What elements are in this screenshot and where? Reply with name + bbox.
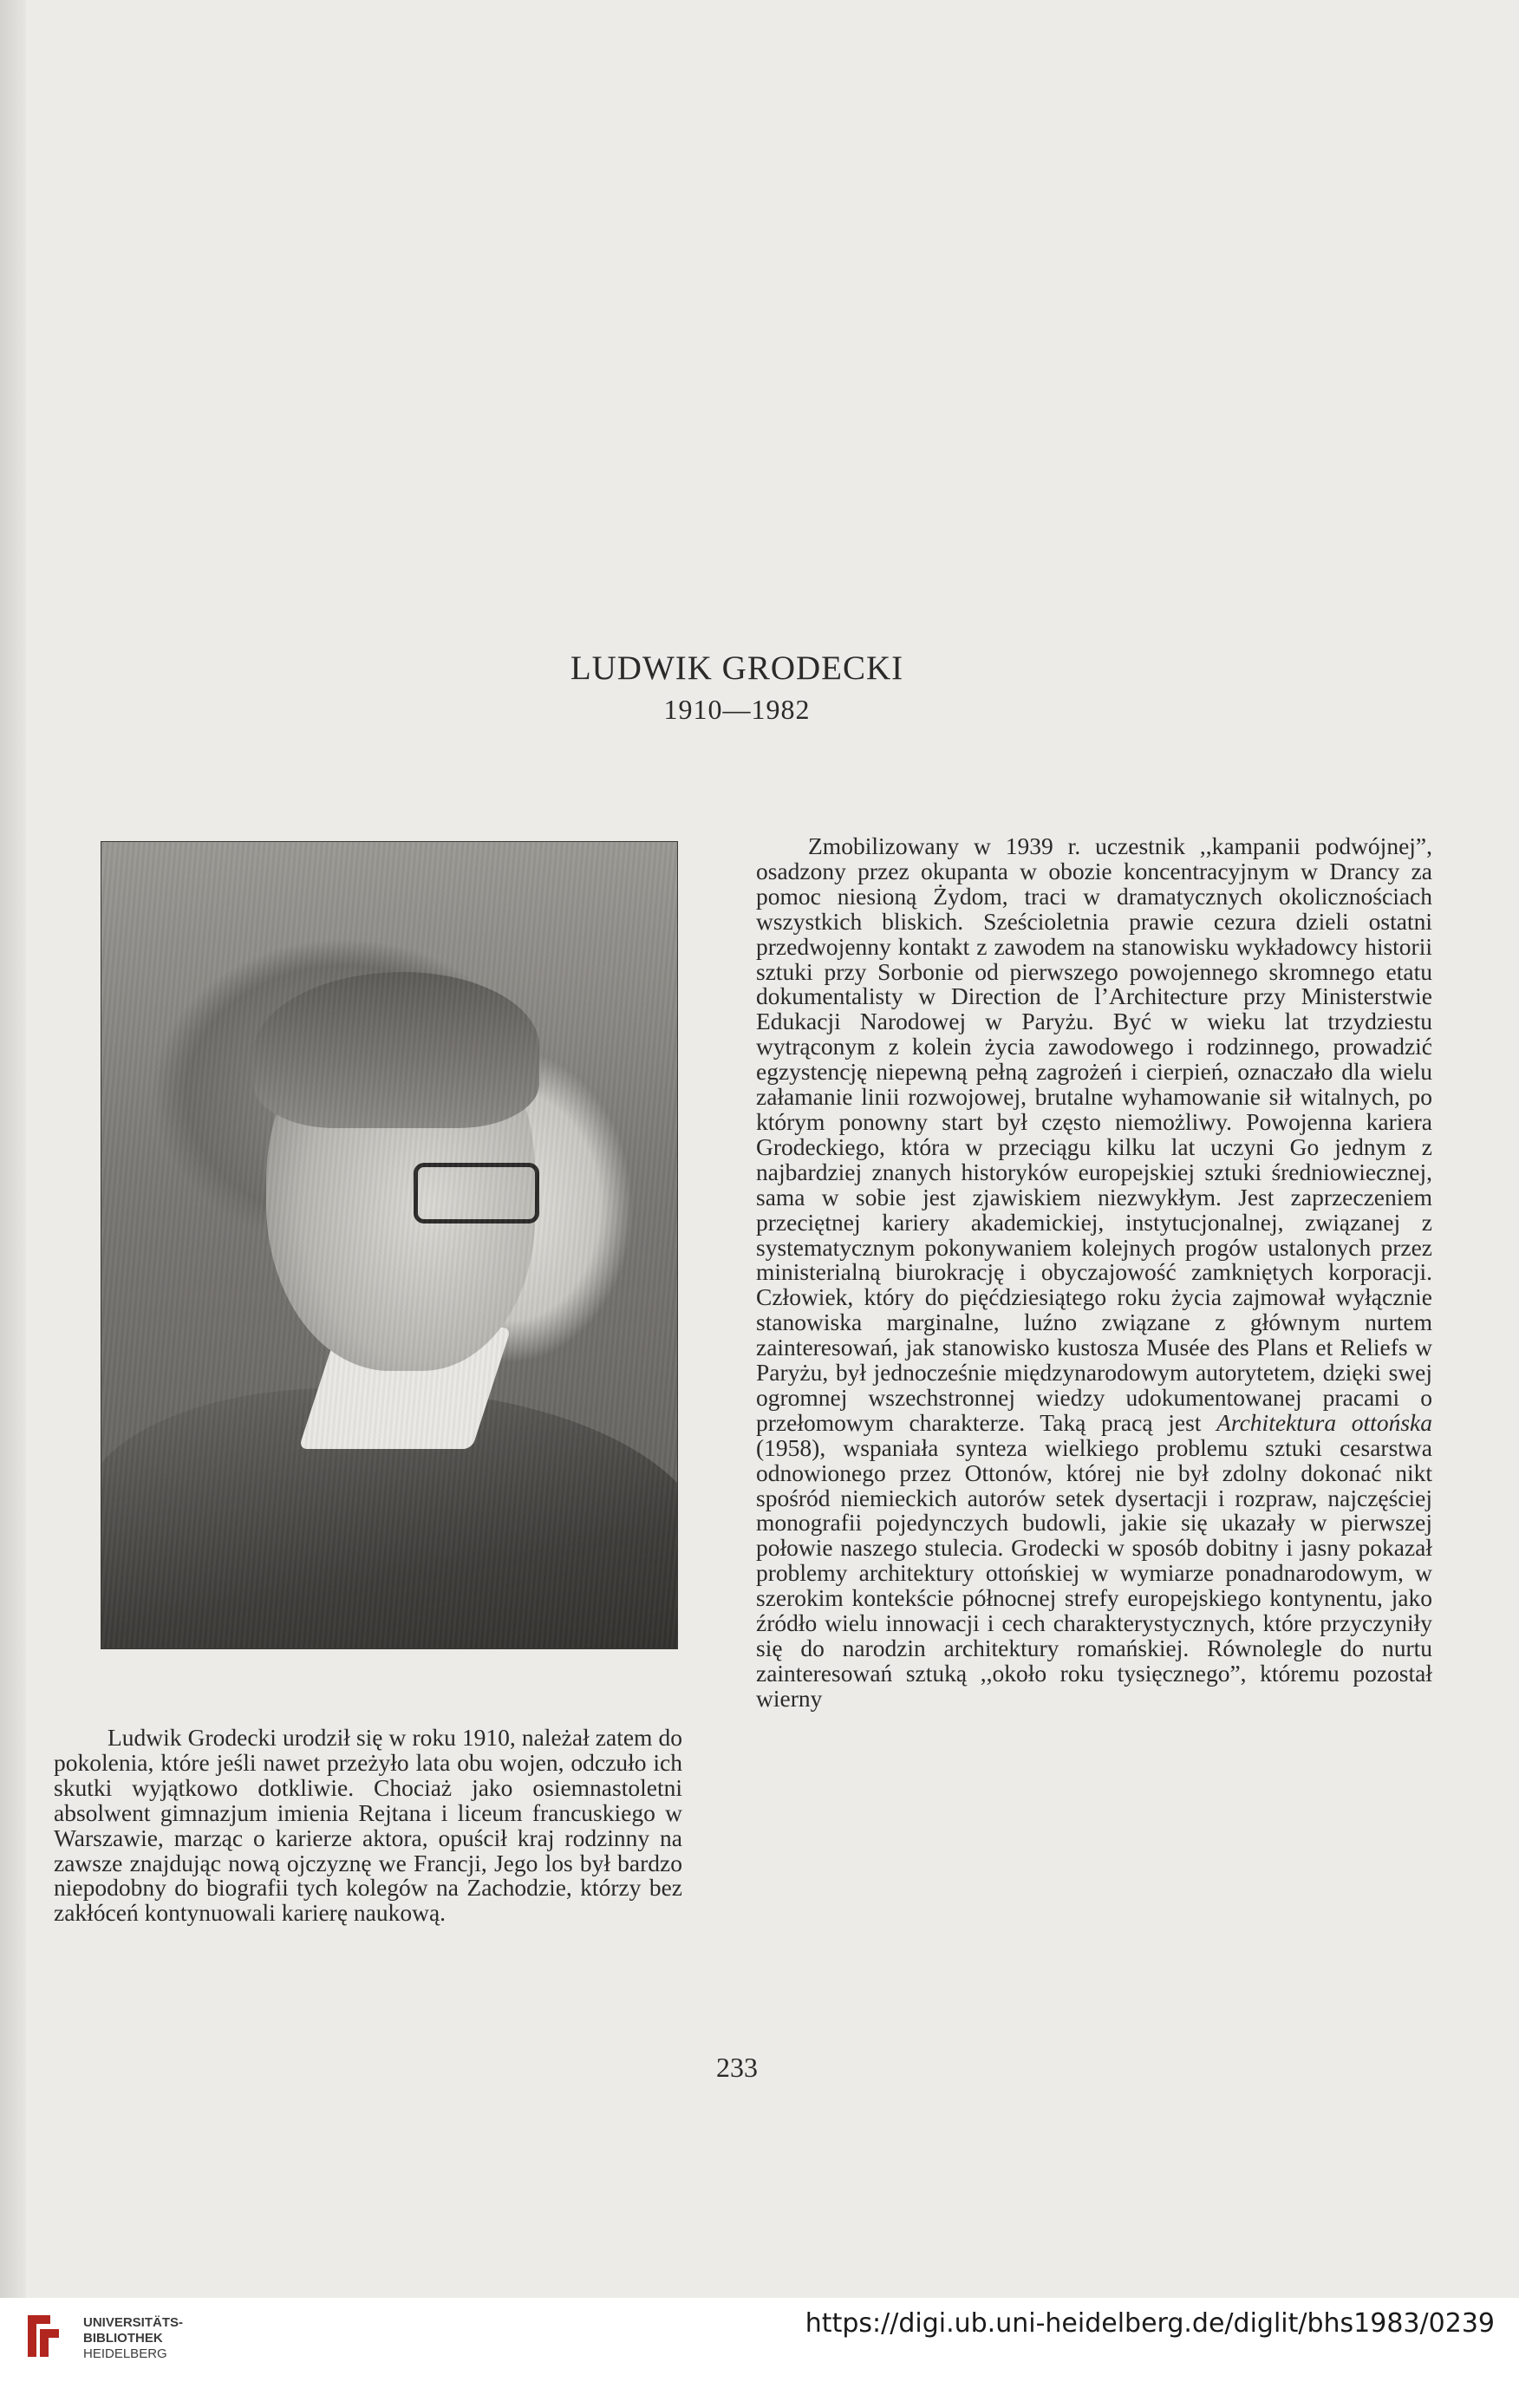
left-paragraph: Ludwik Grodecki urodził się w roku 1910, należał zatem do pokolenia, które jeśli nawet przeżyło lata obu wojen, odczuło ich skutki wyjątkowo dotkliwie. Chociaż jako osiemnastoletni absolwent gimnazjum imienia Rejtana i liceum francuskiego w Warszawie, marząc o karierze aktora, opuścił kraj rodzinny na zawsze znajdując nową ojczyznę we Francji, Jego los był bardzo niepodobny do biografii tych kolegów na Zachodzie, którzy bez zakłóceń kontynuowali karierę naukową.: [54, 1724, 682, 1927]
left-column: [54, 1726, 682, 1926]
right-paragraph: [756, 834, 1432, 1712]
logo-line-1: UNIVERSITÄTS-: [83, 2315, 184, 2330]
logo-line-2: BIBLIOTHEK: [83, 2331, 163, 2346]
scan-page-edge: [0, 0, 26, 2298]
article-title: LUDWIK GRODECKI: [570, 649, 904, 687]
right-paragraph-text-2: (1958), wspaniała synteza wielkiego problemu sztuki cesarstwa odnowionego przez Ottonów, której nie był zdolny dokonać nikt spośród niemieckich autorów setek dysertacji i rozpraw, najczęściej monografii pojedynczych budowli, jakie się ukazały w pierwszej połowie naszego stulecia. Grodecki w sposób dobitny i jasny pokazał problemy architektury ottońskiej w wymiarze ponadnarodowym, w szerokim kontekście północnej strefy europejskiego kontynentu, jako źródło wielu innowacji i cech charakterystycznych, które przyczyniły się do narodzin architektury romańskiej. Równolegle do nurtu zainteresowań sztuką ,,około roku tysięcznego”, któremu pozostał wierny: [756, 1433, 1432, 1712]
right-paragraph-text-1: Zmobilizowany w 1939 r. uczestnik ,,kampanii podwójnej”, osadzony przez okupanta w obozie koncentracyjnym w Drancy za pomoc niesioną Żydom, traci w dramatycznych okolicznościach wszystkich bliskich. Sześcioletnia prawie cezura dzieli ostatni przedwojenny kontakt z zawodem na stanowisku wykładowcy historii sztuki przy Sorbonie od pierwszego powojennego skromnego etatu dokumentalisty w Direction de l’Architecture przy Ministerstwie Edukacji Narodowej w Paryżu. Być w wieku lat trzydziestu wytrąconym z kolein życia zawodowego i rodzinnego, prowadzić egzystencję niepewną pełną zagrożeń i cierpień, oznaczało dla wielu załamanie linii rozwojowej, brutalne wyhamowanie sił witalnych, po którym ponowny start był często niemożliwy. Powojenna kariera Grodeckiego, która w przeciągu kilku lat uczyni Go jednym z najbardziej znanych historyków europejskiej sztuki średniowiecznej, sama w sobie jest zjawiskiem niezwykłym. Jest zaprzeczeniem przeciętnej kariery akademickiej, instytucjonalnej, związanej z systematycznym pokonywaniem kolejnych progów ustalonych przez ministerialną biurokrację i obyczajowość zamkniętych korporacji. Człowiek, który do pięćdziesiątego roku życia zajmował wyłącznie stanowiska marginalne, luźno związane z głównym nurtem zainteresowań, jak stanowisko kustosza Musée des Plans et Reliefs w Paryżu, był jednocześnie międzynarodowym autorytetem, dzięki swej ogromnej wszechstronnej wiedzy udokumentowanej pracami o przełomowym charakterze. Taką pracą jest: [756, 832, 1432, 1436]
page-number: 233: [716, 2052, 758, 2083]
source-url-link[interactable]: https://digi.ub.uni-heidelberg.de/diglit/bhs1983/0239: [805, 2308, 1495, 2339]
article-years: 1910—1982: [663, 694, 811, 725]
logo-line-3: HEIDELBERG: [83, 2346, 167, 2361]
library-logo-icon: [24, 2310, 62, 2362]
portrait-photo: [101, 841, 678, 1649]
book-title: Architektura ottońska: [1216, 1408, 1432, 1436]
library-logo-text: [83, 2315, 309, 2362]
right-column: [756, 834, 1432, 1712]
footer-bar: [0, 2298, 1519, 2408]
